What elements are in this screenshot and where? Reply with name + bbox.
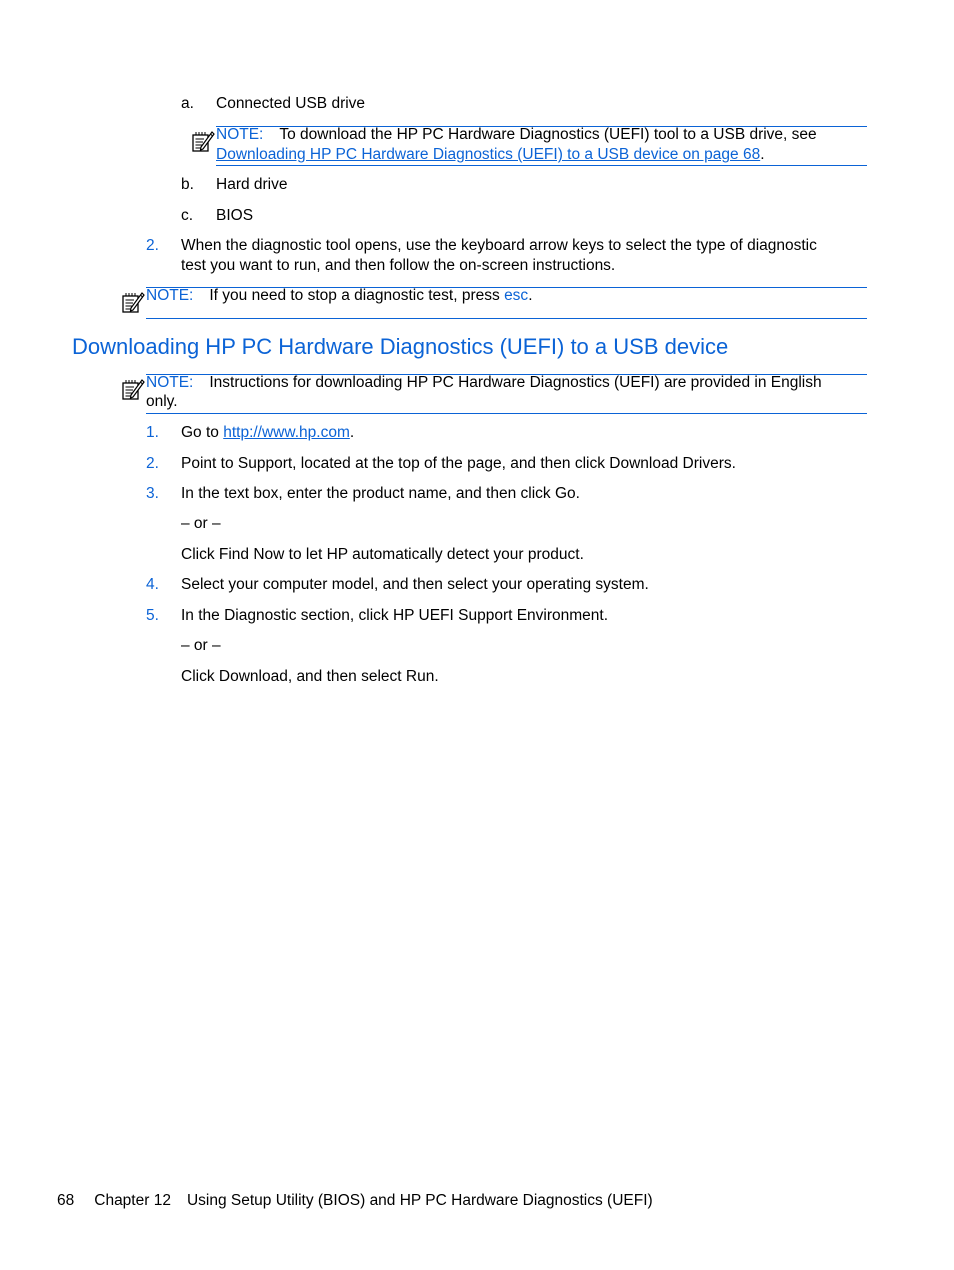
step-text: . <box>575 485 580 502</box>
link-hp-com[interactable]: http://www.hp.com <box>223 424 350 441</box>
note-end: . <box>760 146 765 163</box>
step-number-5: 5. <box>146 607 159 624</box>
note-text: To download the HP PC Hardware Diagnostics (UEFI) tool to a USB drive, see <box>279 126 817 143</box>
step-text: section, click <box>296 607 393 624</box>
step-text: Point to <box>181 455 238 472</box>
step-text: . <box>349 424 355 441</box>
note-stop-test <box>146 286 533 306</box>
note-pencil-icon <box>191 129 215 153</box>
step-text: , located at the top of the page, and then click <box>292 455 610 472</box>
step-text: Go to <box>181 424 224 441</box>
list-marker-b: b. <box>181 176 194 193</box>
list-marker-a: a. <box>181 95 194 112</box>
or-separator: – or – <box>181 515 221 532</box>
note-text-line-2: only. <box>146 393 178 410</box>
list-item-hard-drive: Hard drive <box>216 176 288 193</box>
chapter-title: Using Setup Utility (BIOS) and HP PC Hardware Diagnostics (UEFI) <box>186 1192 653 1209</box>
note-english-only <box>146 373 822 393</box>
list-item-connected-usb-drive: Connected USB drive <box>216 95 366 112</box>
ui-term-support: Support <box>237 455 293 472</box>
step-text: In the <box>181 607 225 624</box>
note-label: NOTE: <box>216 126 264 143</box>
note-label: NOTE: <box>146 287 194 304</box>
list-item-bios: BIOS <box>216 207 254 224</box>
ui-term-go: Go <box>554 485 576 502</box>
step-2 <box>181 454 736 474</box>
step-number-2: 2. <box>146 455 159 472</box>
note-text: Instructions for downloading HP PC Hardware Diagnostics (UEFI) are provided in English <box>209 374 822 391</box>
note-bottom-rule <box>146 318 867 319</box>
note-label: NOTE: <box>146 374 194 391</box>
page-footer <box>57 1191 653 1211</box>
step-text: Click <box>181 546 219 563</box>
step-text: , and then select <box>287 668 406 685</box>
step-text: to let HP automatically detect your product. <box>284 546 584 563</box>
step-2-line-1: When the diagnostic tool opens, use the keyboard arrow keys to select the type of diagnostic <box>181 237 817 254</box>
ui-term-find-now: Find Now <box>218 546 285 563</box>
note-usb-download <box>216 125 817 145</box>
step-text: In the text box, enter the product name, and then click <box>181 485 555 502</box>
step-number-4: 4. <box>146 576 159 593</box>
step-3-alternative <box>181 545 584 565</box>
step-text: . <box>434 668 439 685</box>
step-number-1: 1. <box>146 424 159 441</box>
note-pencil-icon <box>121 377 145 401</box>
list-marker-c: c. <box>181 207 194 224</box>
esc-key: esc <box>504 287 529 304</box>
step-1 <box>181 423 354 443</box>
ui-term-run: Run <box>405 668 435 685</box>
link-downloading-section[interactable]: Downloading HP PC Hardware Diagnostics (UEFI) to a USB device on page 68 <box>216 146 761 163</box>
note-end: . <box>528 287 533 304</box>
page-number: 68 <box>57 1192 75 1209</box>
note-bottom-rule <box>146 413 867 414</box>
step-2-line-2: test you want to run, and then follow the on-screen instructions. <box>181 257 616 274</box>
step-5-alternative <box>181 667 439 687</box>
ui-term-download: Download <box>218 668 288 685</box>
step-3 <box>181 484 580 504</box>
step-text: Click <box>181 668 219 685</box>
note-text: If you need to stop a diagnostic test, press <box>209 287 505 304</box>
note-pencil-icon <box>121 290 145 314</box>
step-number-2: 2. <box>146 237 159 254</box>
ui-term-download-drivers: Download Drivers <box>609 455 732 472</box>
step-number-3: 3. <box>146 485 159 502</box>
step-5 <box>181 606 608 626</box>
step-4: Select your computer model, and then select your operating system. <box>181 576 649 593</box>
ui-term-hp-uefi-support-environment: HP UEFI Support Environment <box>392 607 604 624</box>
note-bottom-rule <box>216 165 867 166</box>
section-heading: Downloading HP PC Hardware Diagnostics (UEFI) to a USB device <box>72 334 729 359</box>
step-text: . <box>603 607 609 624</box>
or-separator: – or – <box>181 637 221 654</box>
chapter-label: Chapter 12 <box>94 1192 171 1209</box>
step-text: . <box>731 455 736 472</box>
ui-term-diagnostic: Diagnostic <box>224 607 297 624</box>
